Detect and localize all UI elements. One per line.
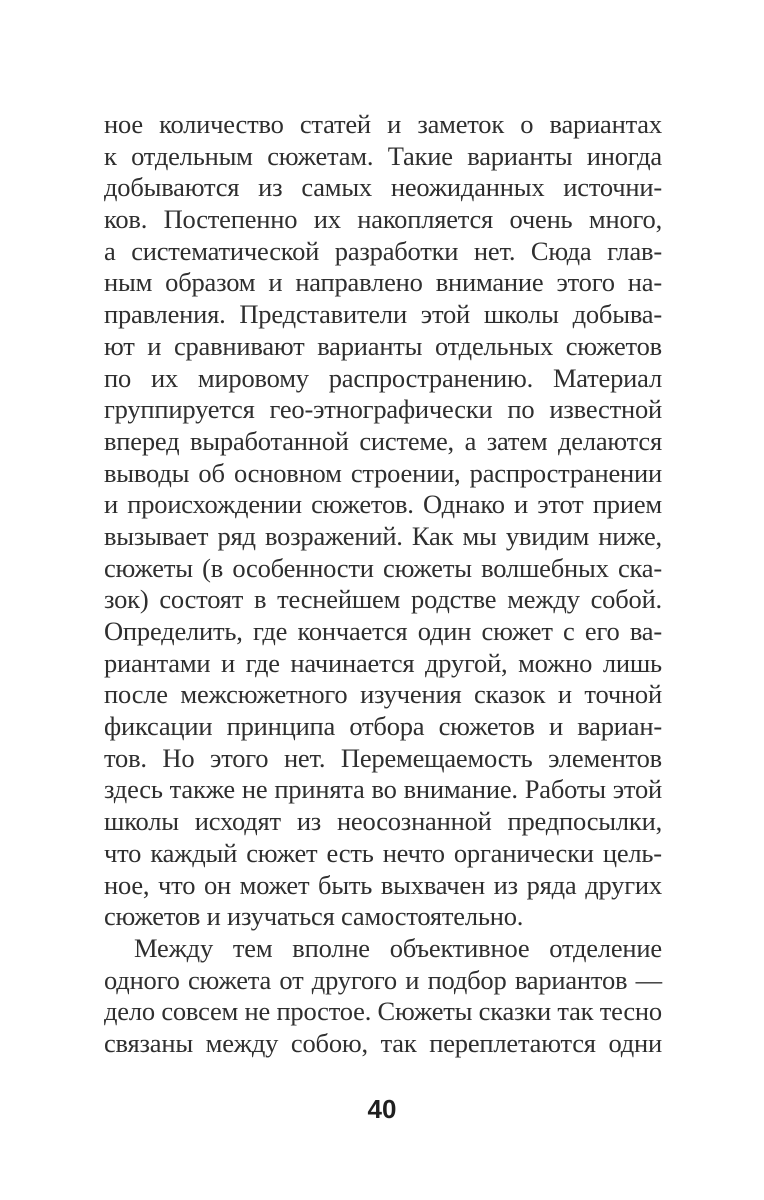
word: волшебных bbox=[481, 552, 609, 583]
word: а bbox=[104, 235, 116, 266]
word: не bbox=[241, 774, 268, 805]
word: органически bbox=[453, 837, 594, 868]
word: не bbox=[244, 996, 271, 1027]
word: одни bbox=[608, 1027, 662, 1058]
word: собою, bbox=[290, 1027, 368, 1058]
word: а bbox=[464, 425, 477, 456]
text-line bbox=[104, 774, 662, 806]
word: сюжета bbox=[187, 964, 272, 995]
text-line bbox=[104, 489, 662, 521]
word: сюжет bbox=[246, 837, 318, 868]
word: один bbox=[417, 616, 472, 646]
word: Как bbox=[411, 520, 454, 551]
word: цель- bbox=[602, 837, 662, 868]
word: этого bbox=[210, 742, 269, 773]
word: от bbox=[279, 964, 304, 995]
word: быть bbox=[318, 869, 373, 900]
word: принята bbox=[274, 774, 365, 805]
word: исходят bbox=[194, 806, 281, 837]
word: вызывает bbox=[104, 520, 209, 551]
word: сюжеты bbox=[104, 552, 193, 583]
word: происхождении bbox=[127, 489, 302, 520]
text-line bbox=[104, 141, 662, 173]
word: ют bbox=[104, 330, 135, 361]
word: простое. bbox=[276, 996, 372, 1027]
word: выработанной bbox=[190, 425, 349, 456]
word: Перемещаемость bbox=[340, 742, 533, 773]
text-block bbox=[104, 109, 662, 1060]
text-line bbox=[104, 458, 662, 490]
word: Определить, bbox=[104, 616, 243, 646]
word: основном bbox=[233, 457, 342, 488]
word: распространению. bbox=[328, 362, 534, 393]
word: Однако bbox=[422, 489, 505, 520]
word: переплетаются bbox=[429, 1027, 596, 1058]
word: сюжетам. bbox=[267, 140, 374, 171]
word: делаются bbox=[558, 425, 662, 456]
word: неожиданных bbox=[390, 172, 545, 203]
word: и bbox=[147, 330, 162, 361]
word: (в bbox=[202, 552, 224, 583]
word: разработки bbox=[334, 235, 459, 266]
word: по bbox=[507, 394, 535, 425]
word: другого bbox=[311, 964, 397, 995]
word: лишь bbox=[602, 647, 662, 678]
word: ряд bbox=[217, 520, 256, 551]
text-line bbox=[104, 109, 662, 141]
text-line bbox=[104, 394, 662, 426]
text-line bbox=[104, 870, 662, 902]
word: Постепенно bbox=[163, 204, 298, 235]
word: ниже, bbox=[598, 520, 662, 551]
word: тов. bbox=[104, 742, 147, 773]
word: состоят bbox=[159, 584, 244, 615]
word: сюжетов bbox=[438, 711, 535, 742]
word: Такие bbox=[387, 140, 453, 171]
word: так bbox=[380, 1027, 417, 1058]
word: Материал bbox=[552, 362, 662, 393]
word: родстве bbox=[411, 584, 497, 615]
word: и bbox=[268, 267, 283, 298]
word: предпосылки, bbox=[507, 806, 662, 837]
word: ков. bbox=[104, 204, 148, 235]
word: сюжетов. bbox=[311, 489, 414, 520]
word: сюжет bbox=[481, 616, 553, 646]
text-line bbox=[104, 172, 662, 204]
word: гео-этнографически bbox=[269, 394, 493, 425]
word: Но bbox=[162, 742, 195, 773]
word: начинается bbox=[290, 647, 415, 678]
word: вперед bbox=[104, 425, 180, 456]
word: нечто bbox=[382, 837, 445, 868]
word: зок) bbox=[104, 584, 149, 615]
word: вариан- bbox=[577, 711, 662, 742]
word: этот bbox=[537, 489, 584, 520]
word: иногда bbox=[586, 140, 662, 171]
word: варианты bbox=[467, 140, 573, 171]
word: что bbox=[104, 837, 142, 868]
text-line bbox=[104, 648, 662, 680]
word: заметок bbox=[417, 109, 505, 139]
word: между bbox=[205, 1027, 279, 1058]
text-line bbox=[104, 521, 662, 553]
text-line bbox=[104, 965, 662, 997]
word: вполне bbox=[292, 932, 370, 963]
word: варианты bbox=[317, 330, 423, 361]
word: отдельных bbox=[434, 330, 554, 361]
word: Между bbox=[134, 932, 214, 963]
word: увидим bbox=[505, 520, 590, 551]
word: из bbox=[493, 869, 518, 900]
word: вариантах bbox=[549, 109, 662, 139]
word: системе, bbox=[359, 425, 454, 456]
word: к bbox=[104, 140, 117, 171]
word: этого bbox=[556, 267, 615, 298]
word: подбор bbox=[427, 964, 507, 995]
word: отбора bbox=[349, 711, 425, 742]
word: сказок bbox=[474, 679, 546, 710]
word: Представители bbox=[239, 299, 407, 330]
text-line bbox=[104, 363, 662, 395]
word: добываются bbox=[104, 172, 240, 203]
word: прием bbox=[592, 489, 662, 520]
word: строении, bbox=[350, 457, 461, 488]
word: тесно bbox=[599, 996, 662, 1027]
text-line bbox=[104, 236, 662, 268]
word: межсюжетного bbox=[180, 679, 348, 710]
word: по bbox=[104, 362, 132, 393]
word: и bbox=[549, 711, 563, 742]
word: ное, bbox=[104, 869, 150, 900]
word: добыва- bbox=[572, 299, 662, 330]
word: во bbox=[371, 774, 397, 805]
word: другой, bbox=[424, 647, 508, 678]
word: и bbox=[221, 647, 235, 678]
word: правления. bbox=[104, 299, 226, 330]
word: самых bbox=[301, 172, 372, 203]
word: теснейшем bbox=[277, 584, 401, 615]
word: и bbox=[104, 489, 118, 520]
text-line bbox=[104, 616, 662, 648]
word: он bbox=[203, 869, 231, 900]
word: выводы bbox=[104, 457, 190, 488]
word: из bbox=[258, 172, 283, 203]
word: отделение bbox=[549, 932, 662, 963]
word: Сюда bbox=[530, 235, 592, 266]
word: из bbox=[296, 806, 322, 837]
word: ска- bbox=[617, 552, 662, 583]
word: о bbox=[520, 109, 534, 139]
word: статей bbox=[299, 109, 371, 139]
word: между bbox=[507, 584, 580, 615]
word: сравнивают bbox=[173, 330, 305, 361]
text-line bbox=[104, 838, 662, 870]
word: объективное bbox=[389, 932, 530, 963]
word: внимание bbox=[435, 267, 544, 298]
word: их bbox=[313, 204, 341, 235]
word: их bbox=[150, 362, 178, 393]
word: мы bbox=[462, 520, 497, 551]
word: об bbox=[198, 457, 225, 488]
word: собой. bbox=[590, 584, 662, 615]
text-line bbox=[104, 743, 662, 775]
word: в bbox=[253, 584, 267, 615]
word: школы bbox=[104, 806, 179, 837]
word: — bbox=[635, 964, 662, 995]
text-line bbox=[104, 933, 662, 965]
text-line bbox=[104, 584, 662, 616]
word: известной bbox=[549, 394, 662, 425]
text-line: сюжетов и изучаться самостоятельно. bbox=[104, 901, 524, 932]
text-line bbox=[104, 299, 662, 331]
word: распространении bbox=[469, 457, 662, 488]
word: сюжеты bbox=[383, 552, 472, 583]
word: его bbox=[584, 616, 620, 646]
word: и bbox=[557, 679, 572, 710]
word: точной bbox=[584, 679, 662, 710]
word: вариантов bbox=[514, 964, 628, 995]
word: элементов bbox=[548, 742, 662, 773]
word: сюжетов bbox=[565, 330, 662, 361]
word: что bbox=[158, 869, 196, 900]
word: этой bbox=[420, 299, 471, 330]
word: и bbox=[405, 964, 420, 995]
word: мировому bbox=[197, 362, 309, 393]
word: одного bbox=[104, 964, 180, 995]
word: других bbox=[585, 869, 662, 900]
word: количество bbox=[159, 109, 284, 139]
text-line bbox=[104, 1028, 662, 1060]
word: дело bbox=[104, 996, 155, 1027]
word: может bbox=[239, 869, 310, 900]
word: затем bbox=[486, 425, 548, 456]
word: можно bbox=[518, 647, 593, 678]
word: ное bbox=[104, 109, 143, 139]
text-line bbox=[104, 806, 662, 838]
word: Работы bbox=[524, 774, 606, 805]
text-line bbox=[104, 426, 662, 458]
word: на- bbox=[627, 267, 662, 298]
word: образом bbox=[165, 267, 256, 298]
word: после bbox=[104, 679, 168, 710]
word: нет. bbox=[473, 235, 516, 266]
word: отдельным bbox=[131, 140, 253, 171]
word: с bbox=[563, 616, 575, 646]
word: также bbox=[169, 774, 235, 805]
word: кончается bbox=[297, 616, 408, 646]
word: риантами bbox=[104, 647, 211, 678]
word: особенности bbox=[232, 552, 374, 583]
text-line bbox=[104, 331, 662, 363]
text-line bbox=[104, 996, 662, 1028]
word: где bbox=[245, 647, 280, 678]
word: глав- bbox=[607, 235, 662, 266]
word: каждый bbox=[150, 837, 238, 868]
text-line bbox=[104, 204, 662, 236]
word: и bbox=[387, 109, 402, 139]
text-line bbox=[104, 679, 662, 711]
page-number: 40 bbox=[367, 1094, 397, 1124]
word: группируется bbox=[104, 394, 255, 425]
word: где bbox=[253, 616, 288, 646]
word: изучения bbox=[360, 679, 462, 710]
word: ным bbox=[104, 267, 153, 298]
word: много, bbox=[588, 204, 662, 235]
word: накопляется bbox=[357, 204, 494, 235]
word: тем bbox=[232, 932, 273, 963]
text-line bbox=[104, 553, 662, 585]
word: нет. bbox=[283, 742, 326, 773]
word: и bbox=[514, 489, 529, 520]
word: здесь bbox=[104, 774, 163, 805]
word: возражений. bbox=[264, 520, 403, 551]
word: Сюжеты bbox=[377, 996, 473, 1027]
word: систематической bbox=[131, 235, 320, 266]
word: школы bbox=[483, 299, 559, 330]
word: принципа bbox=[226, 711, 336, 742]
word: очень bbox=[509, 204, 573, 235]
text-line bbox=[104, 267, 662, 299]
word: совсем bbox=[161, 996, 239, 1027]
word: есть bbox=[326, 837, 374, 868]
word: неосознанной bbox=[336, 806, 492, 837]
word: внимание. bbox=[403, 774, 518, 805]
word: так bbox=[557, 996, 594, 1027]
word: сказки bbox=[478, 996, 551, 1027]
word: выхвачен bbox=[380, 869, 485, 900]
word: связаны bbox=[104, 1027, 193, 1058]
word: источни- bbox=[563, 172, 662, 203]
word: направлено bbox=[295, 267, 423, 298]
word: этой bbox=[612, 774, 662, 805]
word: фиксации bbox=[104, 711, 213, 742]
word: ва- bbox=[629, 616, 662, 646]
text-line bbox=[104, 711, 662, 743]
word: ряда bbox=[526, 869, 577, 900]
